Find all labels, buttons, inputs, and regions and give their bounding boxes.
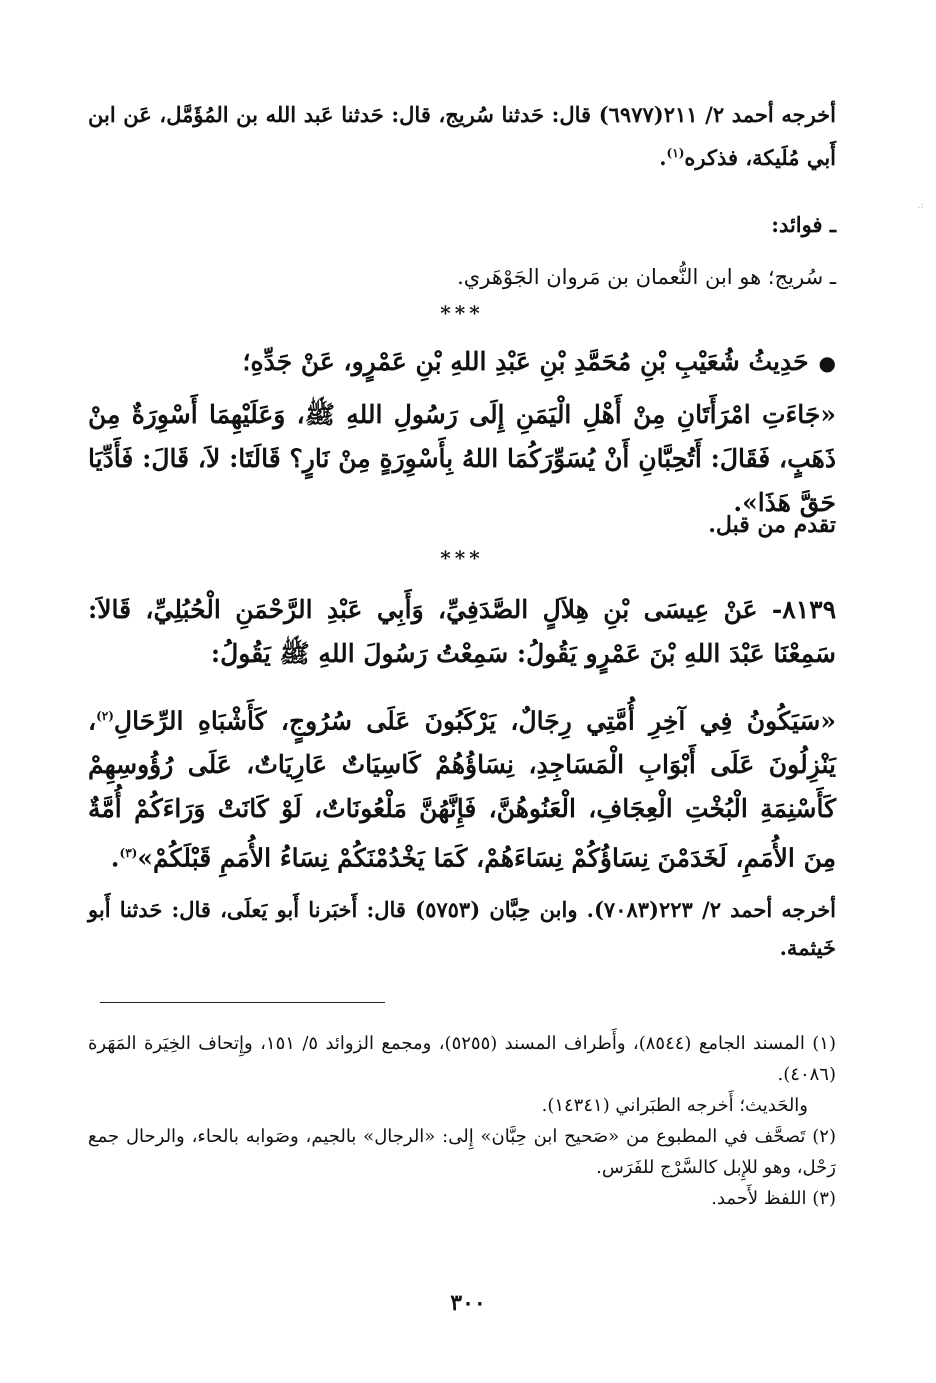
- page-number: ٣٠٠: [450, 1290, 486, 1316]
- footnotes: [88, 1028, 836, 1214]
- footnote-1: (١) المسند الجامع (٨٥٤٤)، وأَطراف المسند (٥٢٥٥)، ومجمع الزوائد ٥/ ١٥١، وإِتحاف الخِيَرة المَهَرة (٤٠٨٦).: [88, 1033, 836, 1085]
- footnote-1-continued: والحَديث؛ أَخرجه الطبَراني (١٤٣٤١).: [541, 1095, 808, 1116]
- fawaid-text: ـ سُريج؛ هو ابن النُّعمان بن مَروان الجَوْهَري.: [457, 265, 836, 289]
- footnote-3: (٣) اللفظ لأَحمد.: [711, 1188, 836, 1209]
- period: .: [110, 843, 120, 873]
- hadith-1-matn-text: «جَاءَتِ امْرَأَتَانِ مِنْ أَهْلِ الْيَمَنِ إِلَى رَسُولِ اللهِ ﷺ، وَعَلَيْهِمَا أَسْوِرَةٌ مِنْ ذَهَبٍ، فَقَالَ: أَتُحِبَّانِ أَنْ يُسَوِّرَكُمَا اللهُ بِأَسْوِرَةٍ مِنْ نَارٍ؟ قَالَتَا: لاَ، قَالَ: فَأَدِّيَا حَقَّ هَذَا».: [88, 400, 836, 517]
- hadith-1-isnad: [88, 340, 836, 385]
- footnote-divider: [100, 1002, 385, 1003]
- hadith-2-matn-text-b: ، يَنْزِلُونَ عَلَى أَبْوَابِ الْمَسَاجِدِ، نِسَاؤُهُمْ كَاسِيَاتٌ عَارِيَاتٌ، عَلَى رُؤُوسِهِمْ كَأَسْنِمَةِ الْبُخْتِ الْعِجَافِ، الْعَنُوهُنَّ، فَإِنَّهُنَّ مَلْعُونَاتٌ، لَوْ كَانَتْ وَرَاءَكُمْ أُمَّةٌ مِنَ الأُمَمِ، لَخَدَمْنَ نِسَاؤُكُمْ نِسَاءَهُمْ، كَمَا يَخْدُمْنَكُمْ نِسَاءُ الأُمَمِ قَبْلَكُمْ»: [88, 706, 836, 873]
- margin-mark: .:: [917, 200, 924, 211]
- footnote-ref-3: (٣): [119, 846, 138, 861]
- hadith-2-matn-text-a: «سَيَكُونُ فِي آخِرِ أُمَّتِي رِجَالٌ، يَرْكَبُونَ عَلَى سُرُوجٍ، كَأَشْبَاهِ الرِّحَالِ: [113, 706, 836, 736]
- fawaid-paragraph: [88, 258, 836, 296]
- takhrij-text-1: أخرجه أحمد ٢/ ٢١١(٦٩٧٧) قال: حَدثنا سُريج، قال: حَدثنا عَبد الله بن المُؤَمَّل، عَن ابن أَبي مُلَيكة، فذكره: [88, 102, 836, 170]
- hadith-2-isnad: [88, 588, 836, 676]
- hadith-2-matn: [88, 694, 836, 881]
- fawaid-heading: [88, 206, 836, 244]
- separator-stars-1: ***: [440, 301, 484, 325]
- footnote-2: (٢) تَصحَّف في المطبوع من «صَحيح ابن حِبَّان» إِلى: «الرجال» بالجيم، وصَوابه بالحاء، والرحال جمع رَحْل، وهو للإِبل كالسَّرْج للفَرَس.: [88, 1126, 836, 1178]
- footnote-ref-1: (١): [666, 146, 685, 160]
- takhrij-text-2: أخرجه أحمد ٢/ ٢٢٣(٧٠٨٣). وابن حِبَّان (٥٧٥٣) قال: أَخبَرنا أَبو يَعلَى، قال: حَدثنا أَبو خَيثمة.: [88, 897, 837, 960]
- period: .: [659, 145, 667, 170]
- fawaid-label: ـ فوائد:: [771, 212, 836, 237]
- hadith-1-note: [88, 506, 836, 544]
- bullet-icon: ●: [818, 351, 836, 375]
- takhrij-paragraph-2: [88, 891, 836, 967]
- hadith-1-note-text: تقدم من قبل.: [708, 512, 836, 538]
- footnote-ref-2: (٢): [96, 709, 114, 723]
- hadith-2-isnad-text: ٨١٣٩- عَنْ عِيسَى بْنِ هِلاَلٍ الصَّدَفِيِّ، وَأَبِي عَبْدِ الرَّحْمَنِ الْحُبُلِيِّ، قَالاَ: سَمِعْنَا عَبْدَ اللهِ بْنَ عَمْرٍو يَقُولُ: سَمِعْتُ رَسُولَ اللهِ ﷺ يَقُولُ:: [88, 595, 836, 668]
- hadith-1-isnad-text: حَدِيثُ شُعَيْبِ بْنِ مُحَمَّدِ بْنِ عَبْدِ اللهِ بْنِ عَمْرٍو، عَنْ جَدِّهِ؛: [242, 347, 809, 376]
- takhrij-paragraph-1: [88, 96, 836, 177]
- separator-stars-2: ***: [440, 546, 484, 570]
